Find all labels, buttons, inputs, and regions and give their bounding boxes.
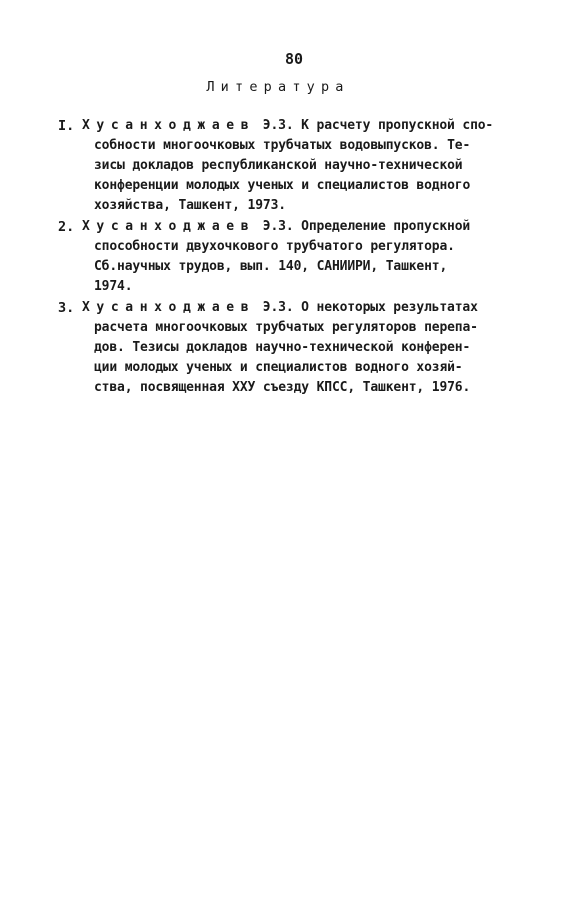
section-title: Литература	[206, 79, 350, 95]
reference-line	[82, 116, 538, 136]
reference-line: ции молодых ученых и специалистов водного хозяй-	[94, 360, 463, 375]
reference-line: расчета многоочковых трубчатых регуляторов перепа-	[94, 320, 478, 335]
reference-line: собности многоочковых трубчатых водовыпусков. Те-	[94, 138, 471, 153]
reference-author: Хусанходжаев	[82, 219, 256, 234]
reference-line: зисы докладов республиканской научно-технической	[94, 158, 463, 173]
reference-number: 3.	[58, 300, 75, 316]
reference-list	[58, 116, 538, 399]
reference-item	[58, 116, 538, 216]
reference-item	[58, 217, 538, 297]
reference-author: Хусанходжаев	[82, 118, 256, 133]
reference-number: 2.	[58, 219, 75, 235]
reference-line: ства, посвященная XXУ съезду КПСС, Ташкент, 1976.	[94, 380, 471, 395]
reference-author: Хусанходжаев	[82, 300, 256, 315]
reference-line: Сб.научных трудов, вып. 140, САНИИРИ, Ташкент,	[94, 259, 448, 274]
reference-text: Э.З. Определение пропускной	[255, 219, 471, 234]
reference-line: 1974.	[94, 279, 133, 294]
reference-line	[82, 298, 538, 318]
reference-text: Э.З. К расчету пропускной спо-	[255, 118, 494, 133]
reference-text: Э.З. О некоторых результатах	[255, 300, 478, 315]
reference-line: способности двухочкового трубчатого регулятора.	[94, 239, 455, 254]
reference-number: I.	[58, 118, 75, 134]
reference-item	[58, 298, 538, 398]
reference-line: дов. Тезисы докладов научно-технической конферен-	[94, 340, 471, 355]
reference-line: конференции молодых ученых и специалистов водного	[94, 178, 471, 193]
reference-line	[82, 217, 538, 237]
page-number: 80	[284, 50, 304, 68]
reference-line: хозяйства, Ташкент, 1973.	[94, 198, 286, 213]
